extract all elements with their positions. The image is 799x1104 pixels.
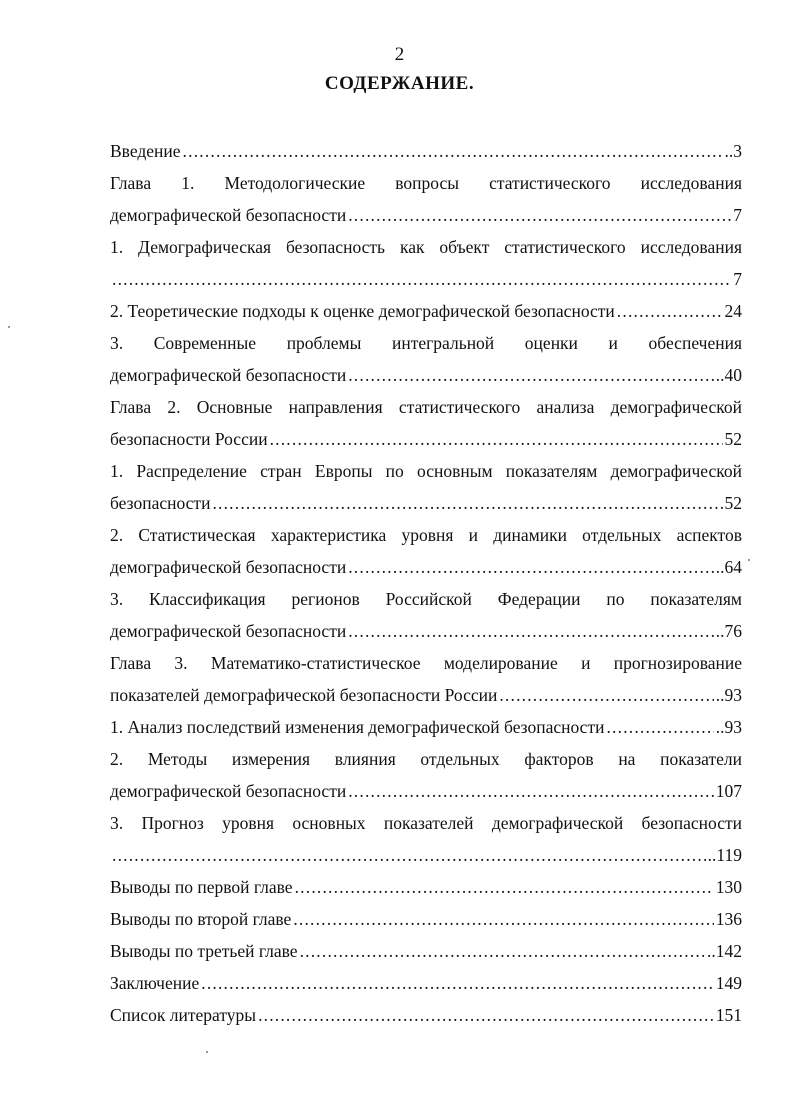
toc-entry-3-1[interactable] bbox=[110, 714, 742, 740]
leader-dots bbox=[295, 874, 714, 900]
toc-page-number: 151 bbox=[715, 1005, 742, 1025]
toc-entry-conclusions-3[interactable] bbox=[110, 938, 742, 964]
toc-page-number: 7 bbox=[733, 269, 742, 289]
leader-dots bbox=[212, 490, 722, 516]
toc-entry-1-1[interactable]: 1. Демографическая безопасность как объект статистического исследования bbox=[110, 237, 742, 257]
toc-entry-3-2-cont[interactable] bbox=[110, 778, 742, 804]
toc-entry-text: Выводы по второй главе bbox=[110, 909, 292, 929]
toc-entry-text: безопасности bbox=[110, 493, 211, 513]
toc-page-number: 52 bbox=[724, 493, 742, 513]
page-title: СОДЕРЖАНИЕ. bbox=[324, 73, 475, 94]
toc-page-number: 149 bbox=[715, 973, 742, 993]
toc-entry-2-1-cont[interactable] bbox=[110, 490, 742, 516]
leader-dots bbox=[112, 842, 706, 868]
toc-entry-text: Выводы по первой главе bbox=[110, 877, 293, 897]
leader-dots bbox=[112, 266, 731, 292]
toc-entry-introduction[interactable] bbox=[110, 138, 742, 164]
toc-entry-2-1[interactable]: 1. Распределение стран Европы по основным показателям демографической bbox=[110, 461, 742, 481]
toc-entry-text: демографической безопасности bbox=[110, 557, 347, 577]
toc-page-number: 24 bbox=[724, 301, 742, 321]
toc-entry-1-3[interactable]: 3. Современные проблемы интегральной оценки и обеспечения bbox=[110, 333, 742, 353]
toc-page-number: ..76 bbox=[715, 621, 742, 641]
toc-entry-chapter-3-cont[interactable] bbox=[110, 682, 742, 708]
toc-entry-text: демографической безопасности bbox=[110, 781, 347, 801]
toc-entry-3-3[interactable]: 3. Прогноз уровня основных показателей демографической безопасности bbox=[110, 813, 742, 833]
toc-entry-chapter-1[interactable]: Глава 1. Методологические вопросы статистического исследования bbox=[110, 173, 742, 193]
toc-page-number: ..119 bbox=[707, 845, 742, 865]
leader-dots bbox=[270, 426, 723, 452]
toc-page-number: 7 bbox=[733, 205, 742, 225]
toc-page-number: 107 bbox=[715, 781, 742, 801]
toc-entry-text: 2. Теоретические подходы к оценке демографической безопасности bbox=[110, 301, 615, 321]
toc-entry-text: демографической безопасности bbox=[110, 365, 347, 385]
scan-speck bbox=[8, 326, 10, 328]
toc-entry-chapter-1-cont[interactable] bbox=[110, 202, 742, 228]
toc-entry-chapter-2-cont[interactable] bbox=[110, 426, 742, 452]
leader-dots bbox=[348, 362, 714, 388]
toc-page-number: ..142 bbox=[707, 941, 742, 961]
toc-page-number: ..40 bbox=[715, 365, 742, 385]
toc-entry-text: показателей демографической безопасности России bbox=[110, 685, 498, 705]
leader-dots bbox=[293, 906, 713, 932]
toc-entry-text: Заключение bbox=[110, 973, 200, 993]
scan-speck bbox=[206, 1051, 208, 1053]
leader-dots bbox=[606, 714, 713, 740]
toc-entry-chapter-3[interactable]: Глава 3. Математико-статистическое моделирование и прогнозирование bbox=[110, 653, 742, 673]
leader-dots bbox=[300, 938, 705, 964]
toc-entry-1-1-cont[interactable] bbox=[110, 266, 742, 292]
toc-page-number: ..64 bbox=[715, 557, 742, 577]
toc-page-number: ..3 bbox=[724, 141, 742, 161]
leader-dots bbox=[617, 298, 723, 324]
toc-page-number: ..93 bbox=[715, 685, 742, 705]
leader-dots bbox=[348, 618, 714, 644]
toc-entry-text: 1. Анализ последствий изменения демографической безопасности bbox=[110, 717, 605, 737]
toc-entry-conclusions-2[interactable] bbox=[110, 906, 742, 932]
toc-entry-text: демографической безопасности bbox=[110, 205, 347, 225]
toc-entry-2-3[interactable]: 3. Классификация регионов Российской Федерации по показателям bbox=[110, 589, 742, 609]
toc-page-number: 136 bbox=[715, 909, 742, 929]
leader-dots bbox=[348, 202, 731, 228]
leader-dots bbox=[201, 970, 714, 996]
leader-dots bbox=[183, 138, 723, 164]
toc-page-number: 52 bbox=[724, 429, 742, 449]
leader-dots bbox=[499, 682, 713, 708]
toc-entry-2-3-cont[interactable] bbox=[110, 618, 742, 644]
scan-speck bbox=[748, 559, 750, 561]
toc-entry-text: демографической безопасности bbox=[110, 621, 347, 641]
toc-entry-text: Список литературы bbox=[110, 1005, 257, 1025]
leader-dots bbox=[348, 554, 714, 580]
toc-entry-conclusions-1[interactable] bbox=[110, 874, 742, 900]
toc-entry-text: Выводы по третьей главе bbox=[110, 941, 298, 961]
toc-entry-2-2[interactable]: 2. Статистическая характеристика уровня и динамики отдельных аспектов bbox=[110, 525, 742, 545]
toc-page-number: 130 bbox=[715, 877, 742, 897]
toc-entry-text: Введение bbox=[110, 141, 181, 161]
toc-entry-1-3-cont[interactable] bbox=[110, 362, 742, 388]
leader-dots bbox=[348, 778, 714, 804]
toc-entry-3-2[interactable]: 2. Методы измерения влияния отдельных факторов на показатели bbox=[110, 749, 742, 769]
page-number: 2 bbox=[394, 44, 405, 65]
toc-entry-3-3-cont[interactable] bbox=[110, 842, 742, 868]
toc-entry-text: безопасности России bbox=[110, 429, 268, 449]
toc-entry-chapter-2[interactable]: Глава 2. Основные направления статистического анализа демографической bbox=[110, 397, 742, 417]
toc-entry-conclusion[interactable] bbox=[110, 970, 742, 996]
toc-entry-1-2[interactable] bbox=[110, 298, 742, 324]
toc-entry-bibliography[interactable] bbox=[110, 1002, 742, 1028]
leader-dots bbox=[258, 1002, 714, 1028]
toc-page-number: ..93 bbox=[715, 717, 742, 737]
toc-entry-2-2-cont[interactable] bbox=[110, 554, 742, 580]
